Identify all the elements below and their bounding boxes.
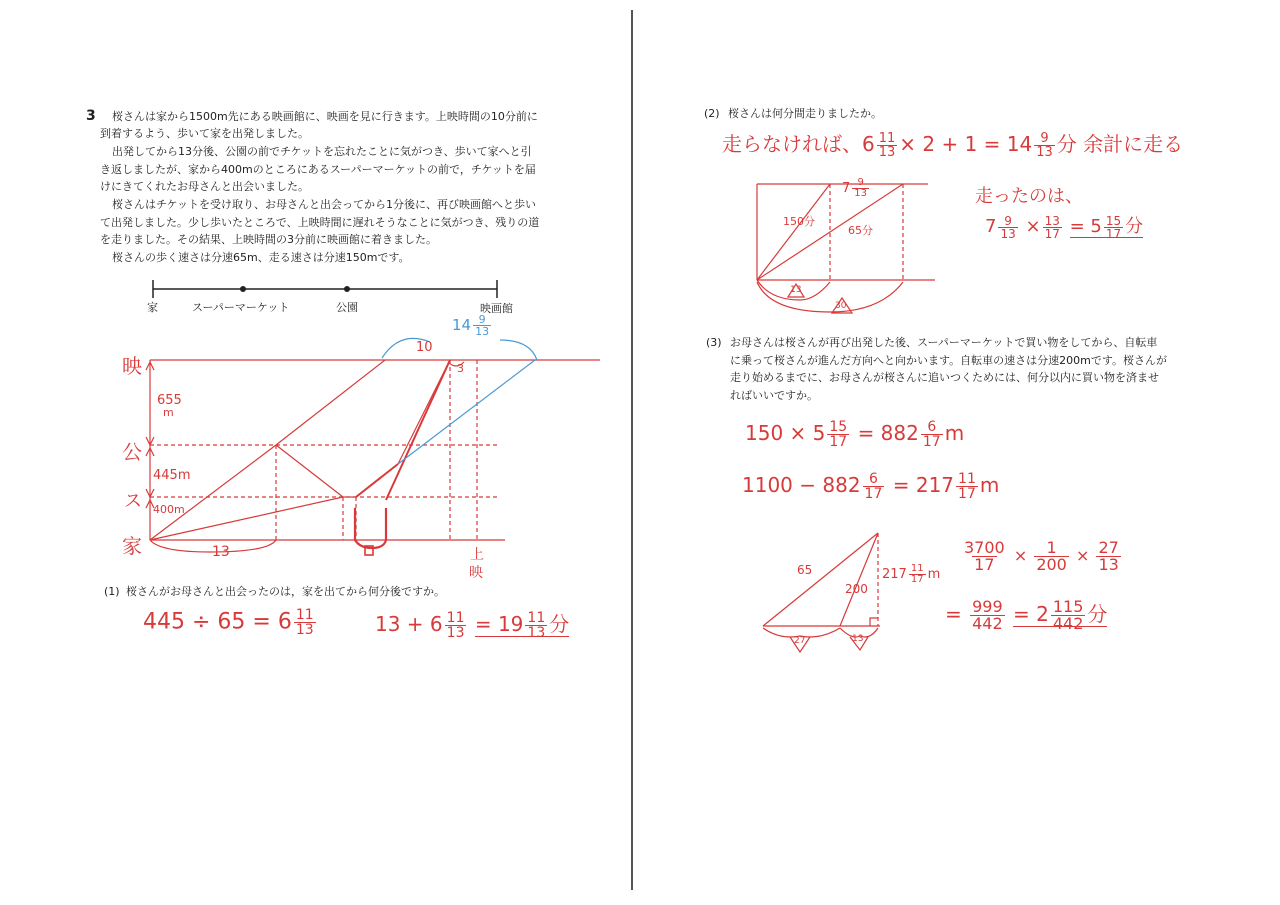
problem-line: て出発しました。少し歩いたところで、上映時間に遅れそうなことに気がつき、残りの道 [100, 216, 540, 229]
q2-text: 桜さんは何分間走りましたか。 [728, 107, 882, 120]
q1-work-1: 445 ÷ 65 = 6 $\frac{11}{13}$ [143, 607, 314, 638]
q3-calc-4: = $\frac{999}{442}$ = 2 $\frac{115}{442}$ 分 [945, 597, 1108, 633]
q3-line: ればいいですか。 [730, 389, 818, 402]
x-label-10: 10 [416, 340, 433, 355]
line-label-park: 公園 [336, 301, 358, 314]
seg-label-655: 655 [157, 393, 182, 408]
problem-line: 桜さんはチケットを受け取り、お母さんと出会ってから1分後に、再び映画館へと歩い [112, 198, 537, 211]
q3-calc-3: $\frac{3700}{17}$ × $\frac{1}{200}$ × $\frac{27}{13}$ [964, 538, 1119, 574]
q3-line: 走り始めるまでに、お母さんが桜さんに追いつくためには、何分以内に買い物を済ませ [730, 371, 1159, 384]
seg-label-400: 400m [153, 503, 185, 516]
q3-line: に乗って桜さんが進んだ方向へと向かいます。自転車の速さは分速200mです。桜さんが [730, 354, 1167, 367]
q3-calc-2: 1100 − 882 $\frac{6}{17}$ = 217 $\frac{11}{17}$ m [742, 471, 1000, 502]
line-label-home: 家 [147, 301, 158, 314]
y-label-theater: 映 [122, 354, 142, 378]
q1-work-2: 13 + 6 $\frac{11}{13}$ = 19 $\frac{11}{13}$ 分 [375, 610, 570, 641]
q2-diagram-top: 7 $\frac{9}{13}$ [842, 177, 868, 199]
y-label-home: 家 [122, 534, 142, 558]
problem-line: 桜さんの歩く速さは分速65m、走る速さは分速150mです。 [112, 251, 410, 264]
q3-line: お母さんは桜さんが再び出発した後、スーパーマーケットで買い物をしてから、自転車 [730, 336, 1158, 349]
q3-tri-65: 65 [797, 563, 813, 577]
x-label-13: 13 [212, 544, 230, 560]
problem-line: き返しましたが、家から400mのところにあるスーパーマーケットの前で，チケットを届 [100, 163, 536, 176]
q2-diagram-65: 65分 [848, 224, 873, 237]
problem-number: 3 [86, 108, 96, 124]
seg-label-unit: m [163, 406, 174, 419]
seg-label-445: 445m [153, 468, 191, 483]
blue-time-label: 14 $\frac{9}{13}$ [452, 313, 490, 338]
q1-text: 桜さんがお母さんと出会ったのは，家を出てから何分後ですか。 [126, 585, 445, 598]
problem-line: を走りました。その結果、上映時間の3分前に映画館に着きました。 [100, 233, 437, 246]
problem-line: 出発してから13分後、公園の前でチケットを忘れたことに気がつき、歩いて家へと引 [112, 145, 532, 158]
problem-line: 到着するよう、歩いて家を出発しました。 [100, 127, 309, 140]
q2-diagram-150: 150分 [783, 215, 815, 228]
x-label-ei: 映 [469, 565, 483, 581]
q2-label: (2) [704, 107, 720, 120]
x-label-3: 3 [457, 362, 464, 375]
q3-tri-13: 13 [852, 634, 864, 644]
q3-tri-27: 27 [794, 636, 806, 646]
q2-diagram-30: 30 [835, 301, 847, 311]
q3-tri-200: 200 [845, 582, 868, 596]
q2-line-1: 走らなければ、6 $\frac{11}{13}$ × 2 + 1 = 14 $\frac{9}{13}$ 分 余計に走る [722, 131, 1184, 160]
q2-line-3: 7 $\frac{9}{13}$ × $\frac{13}{17}$ = 5 $\frac{15}{17}$ 分 [985, 213, 1144, 241]
problem-line: 桜さんは家から1500m先にある映画館に、映画を見に行きます。上映時間の10分前に [112, 110, 538, 123]
problem-line: けにきてくれたお母さんと出会いました。 [100, 180, 309, 193]
q3-label: (3) [706, 336, 722, 349]
x-label-jo: 上 [470, 547, 484, 563]
q3-tri-height: 217 $\frac{11}{17}$ m [882, 563, 941, 585]
q1-label: (1) [104, 585, 120, 598]
line-label-theater: 映画館 [480, 302, 513, 315]
q3-calc-1: 150 × 5 $\frac{15}{17}$ = 882 $\frac{6}{17}$ m [745, 419, 965, 450]
line-label-supermarket: スーパーマーケット [192, 301, 290, 314]
q2-line-2: 走ったのは、 [975, 186, 1083, 207]
y-label-super: ス [124, 491, 142, 512]
q2-diagram-13: 13 [790, 285, 802, 295]
y-label-park: 公 [122, 440, 142, 464]
